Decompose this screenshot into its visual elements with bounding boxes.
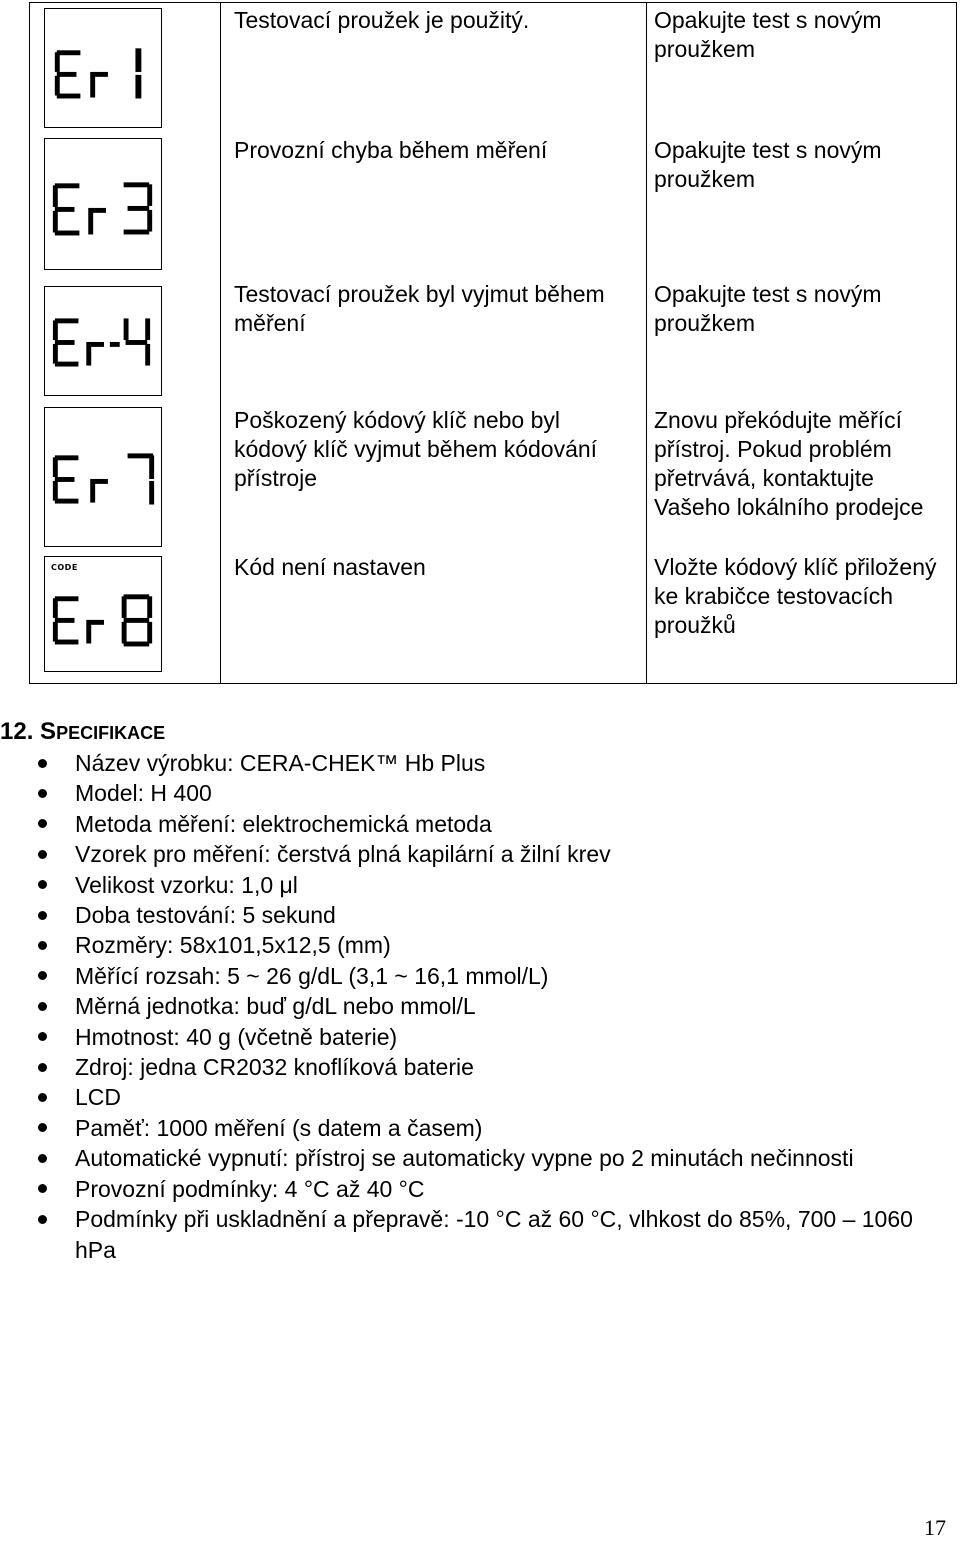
spec-item bbox=[0, 1082, 935, 1112]
spec-text: Podmínky při uskladnění a přepravě: -10 °C až 60 °C, vlhkost do 85%, 700 – 1060 hPa bbox=[75, 1206, 913, 1263]
error-action: Opakujte test s novým proužkem bbox=[654, 137, 882, 192]
section-number: 12. bbox=[0, 718, 34, 745]
spec-text: Automatické vypnutí: přístroj se automaticky vypne po 2 minutách nečinnosti bbox=[75, 1145, 854, 1172]
bullet-icon bbox=[38, 911, 47, 920]
lcd-er1-icon bbox=[44, 8, 162, 128]
bullet-icon bbox=[38, 819, 47, 828]
bullet-icon bbox=[38, 1123, 47, 1132]
error-action: Opakujte test s novým proužkem bbox=[654, 7, 882, 62]
section-title-rest: PECIFIKACE bbox=[56, 723, 166, 743]
column-divider bbox=[220, 3, 221, 683]
bullet-icon bbox=[38, 1093, 47, 1102]
bullet-icon bbox=[38, 759, 47, 768]
column-divider bbox=[646, 3, 647, 683]
spec-item bbox=[0, 778, 935, 808]
spec-text: Hmotnost: 40 g (včetně baterie) bbox=[75, 1023, 398, 1050]
spec-item bbox=[0, 1204, 935, 1265]
section-title-initial: S bbox=[40, 718, 57, 745]
spec-text: Měrná jednotka: buď g/dL nebo mmol/L bbox=[75, 993, 476, 1020]
bullet-icon bbox=[38, 971, 47, 980]
error-cause: Provozní chyba během měření bbox=[234, 137, 548, 163]
spec-text: Metoda měření: elektrochemická metoda bbox=[75, 810, 492, 837]
bullet-icon bbox=[38, 1063, 47, 1072]
spec-item bbox=[0, 1113, 935, 1143]
bullet-icon bbox=[38, 789, 47, 798]
spec-item bbox=[0, 1052, 935, 1082]
spec-item bbox=[0, 961, 935, 991]
spec-item bbox=[0, 809, 935, 839]
spec-item bbox=[0, 748, 935, 778]
spec-text: Model: H 400 bbox=[75, 780, 212, 807]
bullet-icon bbox=[38, 1002, 47, 1011]
spec-text: Zdroj: jedna CR2032 knoflíková baterie bbox=[75, 1054, 474, 1081]
spec-text: Název výrobku: CERA-CHEK™ Hb Plus bbox=[75, 750, 486, 776]
spec-text: Provozní podmínky: 4 °C až 40 °C bbox=[75, 1175, 425, 1202]
lcd-er4-icon bbox=[44, 286, 162, 396]
bullet-icon bbox=[38, 1154, 47, 1163]
lcd-er3-icon bbox=[44, 138, 162, 270]
section-heading bbox=[0, 718, 165, 746]
spec-list bbox=[0, 748, 960, 1265]
spec-text: Paměť: 1000 měření (s datem a časem) bbox=[75, 1114, 483, 1141]
spec-text: Doba testování: 5 sekund bbox=[75, 902, 336, 929]
spec-item bbox=[0, 900, 935, 930]
section-title bbox=[40, 718, 165, 745]
bullet-icon bbox=[38, 941, 47, 950]
code-label: CODE bbox=[51, 563, 78, 572]
spec-text: Vzorek pro měření: čerstvá plná kapilární a žilní krev bbox=[75, 841, 611, 868]
error-action: Vložte kódový klíč přiložený ke krabičce testovacích proužků bbox=[654, 554, 937, 638]
error-table bbox=[29, 2, 957, 684]
spec-item bbox=[0, 1022, 935, 1052]
lcd-er7-icon bbox=[44, 407, 162, 547]
error-cause: Testovací proužek je použitý. bbox=[234, 7, 530, 33]
spec-text: Měřící rozsah: 5 ~ 26 g/dL (3,1 ~ 16,1 mmol/L) bbox=[75, 962, 549, 989]
lcd-er8-icon bbox=[44, 556, 162, 672]
spec-item bbox=[0, 870, 935, 900]
spec-item bbox=[0, 1174, 935, 1204]
spec-text: LCD bbox=[75, 1084, 122, 1111]
spec-text: Velikost vzorku: 1,0 μl bbox=[75, 871, 298, 898]
error-action: Znovu překódujte měřící přístroj. Pokud problém přetrvává, kontaktujte Vašeho lokálního prodejce bbox=[654, 407, 924, 520]
page-number: 17 bbox=[924, 1515, 946, 1540]
bullet-icon bbox=[38, 1215, 47, 1224]
bullet-icon bbox=[38, 1032, 47, 1041]
error-cause: Poškozený kódový klíč nebo byl kódový klíč vyjmut během kódování přístroje bbox=[234, 407, 598, 491]
spec-item bbox=[0, 991, 935, 1021]
bullet-icon bbox=[38, 850, 47, 859]
spec-text: Rozměry: 58x101,5x12,5 (mm) bbox=[75, 932, 391, 959]
bullet-icon bbox=[38, 880, 47, 889]
error-cause: Kód není nastaven bbox=[234, 554, 426, 580]
error-cause: Testovací proužek byl vyjmut během měření bbox=[234, 281, 605, 336]
spec-item bbox=[0, 930, 935, 960]
spec-item bbox=[0, 839, 935, 869]
error-action: Opakujte test s novým proužkem bbox=[654, 281, 882, 336]
spec-item bbox=[0, 1143, 935, 1173]
bullet-icon bbox=[38, 1184, 47, 1193]
